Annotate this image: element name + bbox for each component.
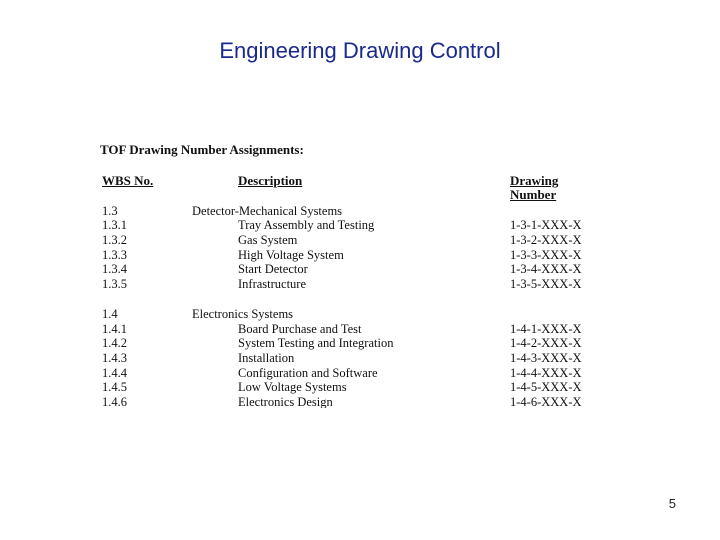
description: Infrastructure — [238, 277, 307, 292]
description: Installation — [238, 350, 295, 365]
drawing-assignments-document — [100, 143, 600, 408]
document-heading: TOF Drawing Number Assignments: — [100, 143, 304, 157]
wbs-number: 1.3.3 — [102, 247, 127, 262]
column-header-drawing-number: Drawing Number — [510, 172, 559, 203]
drawing-number: 1-3-5-XXX-X — [510, 277, 582, 292]
wbs-number: 1.4.2 — [102, 336, 127, 351]
drawing-number: 1-4-5-XXX-X — [510, 380, 582, 395]
assignment-groups — [100, 204, 600, 408]
description: Tray Assembly and Testing — [238, 218, 375, 233]
wbs-number: 1.3 — [102, 203, 118, 218]
description: Detector-Mechanical Systems — [192, 203, 343, 218]
slide-title: Engineering Drawing Control — [219, 38, 501, 63]
drawing-number: 1-4-6-XXX-X — [510, 394, 582, 408]
description: Board Purchase and Test — [238, 321, 362, 336]
table-row — [100, 204, 600, 219]
wbs-number: 1.4.5 — [102, 380, 127, 395]
table-row — [100, 262, 600, 277]
drawing-number: 1-4-3-XXX-X — [510, 350, 582, 365]
description: Low Voltage Systems — [238, 380, 347, 395]
drawing-number: 1-3-3-XXX-X — [510, 247, 582, 262]
table-row — [100, 277, 600, 292]
wbs-number: 1.3.2 — [102, 233, 127, 248]
description: High Voltage System — [238, 247, 344, 262]
description: Gas System — [238, 233, 298, 248]
description: Configuration and Software — [238, 365, 378, 380]
description: Start Detector — [238, 262, 308, 277]
drawing-number: 1-3-2-XXX-X — [510, 233, 582, 248]
wbs-number: 1.3.5 — [102, 277, 127, 292]
drawing-number: 1-4-2-XXX-X — [510, 336, 582, 351]
description: Electronics Systems — [192, 306, 294, 321]
column-header-description: Description — [238, 172, 303, 188]
column-header-row — [100, 172, 600, 203]
table-row — [100, 336, 600, 351]
drawing-number: 1-4-1-XXX-X — [510, 321, 582, 336]
column-header-wbs: WBS No. — [102, 172, 154, 188]
wbs-number: 1.4.4 — [102, 365, 127, 380]
drawing-number: 1-3-4-XXX-X — [510, 262, 582, 277]
assignment-group — [100, 204, 600, 292]
wbs-number: 1.3.4 — [102, 262, 127, 277]
description: System Testing and Integration — [238, 336, 394, 351]
wbs-number: 1.4.3 — [102, 350, 127, 365]
table-row — [100, 380, 600, 395]
table-row — [100, 395, 600, 408]
table-row — [100, 248, 600, 263]
table-row — [100, 233, 600, 248]
drawing-number: 1-4-4-XXX-X — [510, 365, 582, 380]
table-row — [100, 366, 600, 381]
table-row — [100, 351, 600, 366]
wbs-number: 1.4.1 — [102, 321, 127, 336]
table-row — [100, 322, 600, 337]
wbs-number: 1.4 — [102, 306, 118, 321]
drawing-number: 1-3-1-XXX-X — [510, 218, 582, 233]
description: Electronics Design — [238, 394, 333, 408]
assignment-group — [100, 307, 600, 408]
wbs-number: 1.3.1 — [102, 218, 127, 233]
table-row — [100, 307, 600, 322]
table-row — [100, 218, 600, 233]
page-number: 5 — [668, 496, 676, 511]
wbs-number: 1.4.6 — [102, 394, 127, 408]
